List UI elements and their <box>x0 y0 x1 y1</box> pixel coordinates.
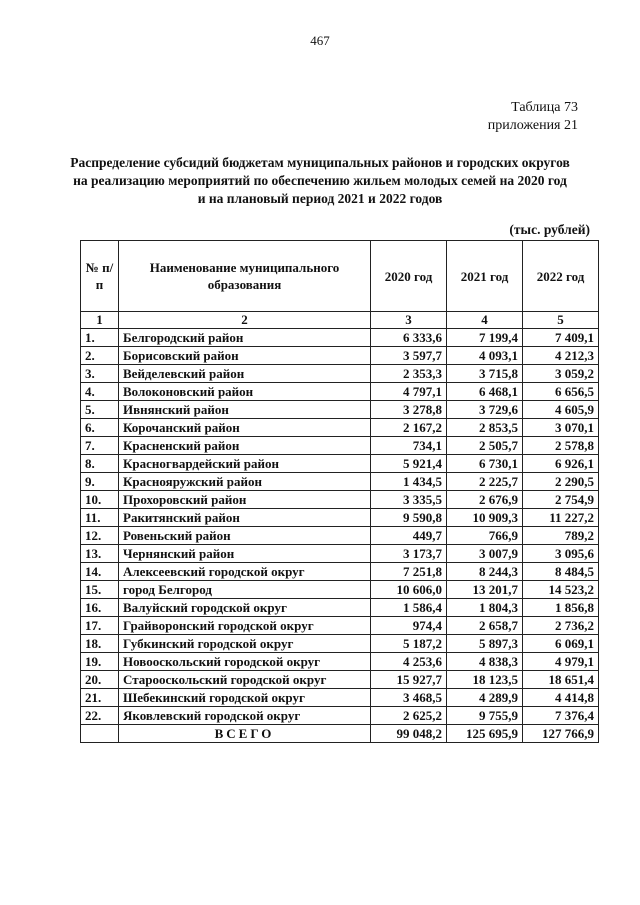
value-2021: 10 909,3 <box>447 509 523 527</box>
municipality-name: Ровеньский район <box>119 527 371 545</box>
row-number: 21. <box>81 689 119 707</box>
value-2022: 2 290,5 <box>523 473 599 491</box>
value-2021: 4 838,3 <box>447 653 523 671</box>
value-2022: 2 578,8 <box>523 437 599 455</box>
row-number: 1. <box>81 329 119 347</box>
row-number: 6. <box>81 419 119 437</box>
column-number: 3 <box>371 312 447 329</box>
municipality-name: Белгородский район <box>119 329 371 347</box>
row-number: 14. <box>81 563 119 581</box>
value-2021: 6 468,1 <box>447 383 523 401</box>
value-2022: 6 069,1 <box>523 635 599 653</box>
value-2020: 3 173,7 <box>371 545 447 563</box>
value-2022: 18 651,4 <box>523 671 599 689</box>
table-row <box>81 473 599 491</box>
municipality-name: Валуйский городской округ <box>119 599 371 617</box>
column-number: 2 <box>119 312 371 329</box>
municipality-name: Ивнянский район <box>119 401 371 419</box>
row-number: 19. <box>81 653 119 671</box>
value-2021: 2 225,7 <box>447 473 523 491</box>
table-row <box>81 401 599 419</box>
value-2021: 3 007,9 <box>447 545 523 563</box>
table-row <box>81 617 599 635</box>
municipality-name: Прохоровский район <box>119 491 371 509</box>
row-number: 12. <box>81 527 119 545</box>
value-2021: 1 804,3 <box>447 599 523 617</box>
row-number: 8. <box>81 455 119 473</box>
value-2021: 2 853,5 <box>447 419 523 437</box>
header-2021: 2021 год <box>447 241 523 312</box>
municipality-name: Грайворонский городской округ <box>119 617 371 635</box>
row-number: 7. <box>81 437 119 455</box>
value-2022: 7 376,4 <box>523 707 599 725</box>
municipality-name: Красногвардейский район <box>119 455 371 473</box>
row-number: 4. <box>81 383 119 401</box>
header-2022: 2022 год <box>523 241 599 312</box>
value-2020: 2 353,3 <box>371 365 447 383</box>
appendix-reference: приложения 21 <box>487 118 578 133</box>
value-2020: 4 253,6 <box>371 653 447 671</box>
value-2021: 4 093,1 <box>447 347 523 365</box>
value-2021: 7 199,4 <box>447 329 523 347</box>
total-2022: 127 766,9 <box>523 725 599 743</box>
value-2020: 734,1 <box>371 437 447 455</box>
value-2020: 974,4 <box>371 617 447 635</box>
value-2021: 18 123,5 <box>447 671 523 689</box>
row-number: 15. <box>81 581 119 599</box>
header-name: Наименование муниципального образования <box>119 241 371 312</box>
value-2022: 2 736,2 <box>523 617 599 635</box>
value-2020: 1 586,4 <box>371 599 447 617</box>
table-header-row <box>81 241 599 312</box>
municipality-name: Чернянский район <box>119 545 371 563</box>
municipality-name: город Белгород <box>119 581 371 599</box>
municipality-name: Ракитянский район <box>119 509 371 527</box>
municipality-name: Корочанский район <box>119 419 371 437</box>
municipality-name: Борисовский район <box>119 347 371 365</box>
value-2022: 3 059,2 <box>523 365 599 383</box>
table-row <box>81 509 599 527</box>
value-2021: 13 201,7 <box>447 581 523 599</box>
row-number: 11. <box>81 509 119 527</box>
row-number: 18. <box>81 635 119 653</box>
value-2021: 2 505,7 <box>447 437 523 455</box>
value-2020: 10 606,0 <box>371 581 447 599</box>
value-2021: 4 289,9 <box>447 689 523 707</box>
value-2022: 1 856,8 <box>523 599 599 617</box>
table-row <box>81 455 599 473</box>
row-number: 13. <box>81 545 119 563</box>
value-2020: 9 590,8 <box>371 509 447 527</box>
total-2020: 99 048,2 <box>371 725 447 743</box>
header-2020: 2020 год <box>371 241 447 312</box>
value-2022: 4 979,1 <box>523 653 599 671</box>
row-number: 16. <box>81 599 119 617</box>
column-number: 1 <box>81 312 119 329</box>
value-2020: 15 927,7 <box>371 671 447 689</box>
value-2021: 2 676,9 <box>447 491 523 509</box>
row-number: 10. <box>81 491 119 509</box>
value-2020: 3 278,8 <box>371 401 447 419</box>
table-row <box>81 329 599 347</box>
value-2020: 449,7 <box>371 527 447 545</box>
value-2022: 6 926,1 <box>523 455 599 473</box>
value-2022: 4 414,8 <box>523 689 599 707</box>
row-number: 9. <box>81 473 119 491</box>
value-2022: 6 656,5 <box>523 383 599 401</box>
municipality-name: Красненский район <box>119 437 371 455</box>
value-2021: 6 730,1 <box>447 455 523 473</box>
value-2022: 2 754,9 <box>523 491 599 509</box>
value-2021: 3 729,6 <box>447 401 523 419</box>
value-2022: 3 095,6 <box>523 545 599 563</box>
value-2020: 3 597,7 <box>371 347 447 365</box>
table-reference <box>488 99 578 135</box>
value-2020: 3 468,5 <box>371 689 447 707</box>
value-2020: 4 797,1 <box>371 383 447 401</box>
table-row <box>81 635 599 653</box>
table-row <box>81 689 599 707</box>
table-row <box>81 671 599 689</box>
municipality-name: Волоконовский район <box>119 383 371 401</box>
table-row <box>81 563 599 581</box>
value-2022: 4 605,9 <box>523 401 599 419</box>
municipality-name: Старооскольский городской округ <box>119 671 371 689</box>
row-number: 5. <box>81 401 119 419</box>
total-empty-cell <box>81 725 119 743</box>
row-number: 3. <box>81 365 119 383</box>
value-2021: 5 897,3 <box>447 635 523 653</box>
value-2020: 3 335,5 <box>371 491 447 509</box>
municipality-name: Губкинский городской округ <box>119 635 371 653</box>
total-label: ВСЕГО <box>119 725 371 743</box>
value-2022: 11 227,2 <box>523 509 599 527</box>
column-number: 5 <box>523 312 599 329</box>
value-2020: 5 187,2 <box>371 635 447 653</box>
total-2021: 125 695,9 <box>447 725 523 743</box>
table-row <box>81 527 599 545</box>
value-2022: 7 409,1 <box>523 329 599 347</box>
value-2021: 3 715,8 <box>447 365 523 383</box>
value-2022: 14 523,2 <box>523 581 599 599</box>
value-2022: 789,2 <box>523 527 599 545</box>
value-2022: 4 212,3 <box>523 347 599 365</box>
municipality-name: Шебекинский городской округ <box>119 689 371 707</box>
page-number: 467 <box>310 33 330 48</box>
value-2020: 5 921,4 <box>371 455 447 473</box>
table-row <box>81 419 599 437</box>
table-row <box>81 545 599 563</box>
column-number-row <box>81 312 599 329</box>
table-row <box>81 599 599 617</box>
municipality-name: Алексеевский городской округ <box>119 563 371 581</box>
table-row <box>81 653 599 671</box>
value-2020: 1 434,5 <box>371 473 447 491</box>
value-2020: 2 625,2 <box>371 707 447 725</box>
table-row <box>81 383 599 401</box>
row-number: 2. <box>81 347 119 365</box>
value-2020: 2 167,2 <box>371 419 447 437</box>
header-number: № п/п <box>81 241 119 312</box>
document-title: Распределение субсидий бюджетам муниципальных районов и городских округов на реализацию мероприятий по обеспечению жильем молодых семей на 2020 год и на плановый период 2021 и 2022 годов <box>70 155 570 206</box>
municipality-name: Вейделевский район <box>119 365 371 383</box>
value-2021: 9 755,9 <box>447 707 523 725</box>
table-number: Таблица 73 <box>511 100 578 115</box>
table-row <box>81 581 599 599</box>
subsidy-table <box>80 240 599 743</box>
row-number: 20. <box>81 671 119 689</box>
municipality-name: Новооскольский городской округ <box>119 653 371 671</box>
table-row <box>81 491 599 509</box>
value-2022: 3 070,1 <box>523 419 599 437</box>
value-2021: 8 244,3 <box>447 563 523 581</box>
column-number: 4 <box>447 312 523 329</box>
total-row <box>81 725 599 743</box>
municipality-name: Краснояружский район <box>119 473 371 491</box>
value-2021: 2 658,7 <box>447 617 523 635</box>
value-2021: 766,9 <box>447 527 523 545</box>
row-number: 17. <box>81 617 119 635</box>
value-2022: 8 484,5 <box>523 563 599 581</box>
value-2020: 7 251,8 <box>371 563 447 581</box>
table-row <box>81 347 599 365</box>
table-row <box>81 707 599 725</box>
value-2020: 6 333,6 <box>371 329 447 347</box>
table-body <box>81 312 599 743</box>
table-row <box>81 365 599 383</box>
units-label: (тыс. рублей) <box>509 222 590 237</box>
row-number: 22. <box>81 707 119 725</box>
table-row <box>81 437 599 455</box>
municipality-name: Яковлевский городской округ <box>119 707 371 725</box>
